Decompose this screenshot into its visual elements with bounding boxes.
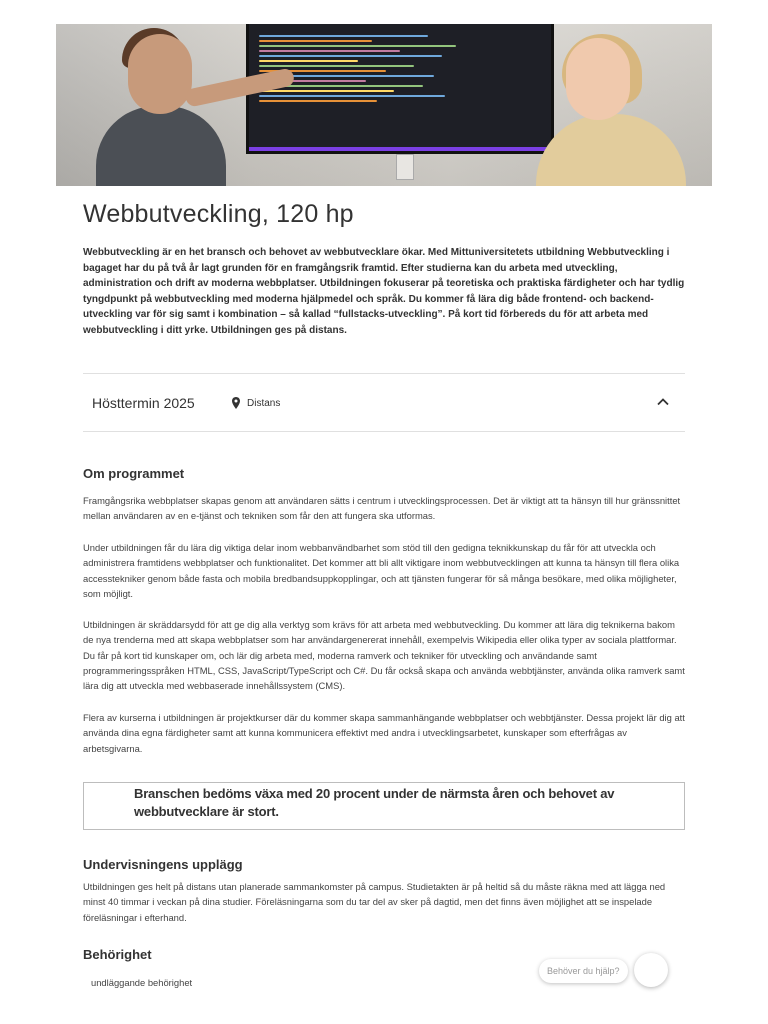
hero-person-man-head	[128, 34, 192, 114]
hero-monitor	[246, 24, 554, 154]
hero-image	[56, 24, 712, 186]
hero-person-woman-head	[566, 38, 630, 120]
about-section	[83, 466, 685, 481]
hero-monitor-stand	[396, 154, 414, 180]
hero-monitor-statusbar	[249, 147, 551, 151]
about-text-4: Flera av kurserna i utbildningen är projektkurser där du kommer skapa sammanhängande webbplatser och webbtjänster. Dessa projekt lär dig att använda dina egna färdigheter samt att kunna kommunicera effektivt med andra i utvecklingsarbetet, kunskaper som efterfrågas av arbetsgivarna.	[83, 712, 685, 754]
about-heading: Om programmet	[83, 466, 185, 481]
term-location-label: Distans	[247, 397, 281, 409]
about-text-3: Utbildningen är skräddarsydd för att ge dig alla verktyg som krävs för att arbeta med webbutveckling. Du kommer att lära dig teknikerna bakom de nya trenderna med att skapa webbplatser som har användargenererat innehåll, exempelvis Wikipedia eller olika typer av sociala plattformar. Du får på kort tid kunskaper om, och lär dig arbeta med, moderna ramverk och tekniker för utveckling och användande samt programmeringsspråken HTML, CSS, JavaScript/TypeScript och C#. Du får också skapa och använda webbtjänster, använda olika ramverk samt lära dig att utveckla med webbaserade innehållssystem (CMS).	[83, 619, 685, 692]
highlight-quote	[83, 782, 685, 830]
about-paragraph-3	[83, 617, 685, 693]
chevron-up-icon[interactable]	[655, 394, 671, 410]
page-title: Webbutveckling, 120 hp	[83, 200, 354, 228]
help-chat-bubble[interactable]: Behöver du hjälp?	[539, 959, 628, 983]
eligibility-item: undläggande behörighet	[91, 977, 193, 988]
term-title: Hösttermin 2025	[92, 395, 195, 411]
about-paragraph-4	[83, 710, 685, 756]
term-location	[231, 397, 280, 409]
quote-text: Branschen bedöms växa med 20 procent under de närmsta åren och behovet av webbutvecklare är stort.	[134, 786, 615, 819]
location-pin-icon	[231, 397, 241, 409]
about-paragraph-1	[83, 493, 685, 524]
teaching-text: Utbildningen ges helt på distans utan planerade sammankomster på campus. Studietakten är på heltid så du måste räkna med att lägga ned minst 40 timmar i veckan på dina studier. Föreläsningarna som du tar del av sker på dagtid, men det finns även möjlighet att se inspelade föreläsningar i efterhand.	[83, 881, 666, 923]
hero-monitor-code	[259, 32, 541, 141]
help-chat-button[interactable]	[634, 953, 668, 987]
teaching-heading: Undervisningens upplägg	[83, 857, 243, 872]
about-text-1: Framgångsrika webbplatser skapas genom att användaren sätts i centrum i utvecklingsprocessen. Det är viktigt att ta hänsyn till hur gränssnittet mellan användaren av en e-tjänst och tekniken som får den att fungera ska utformas.	[83, 495, 681, 522]
eligibility-heading: Behörighet	[83, 947, 152, 962]
about-text-2: Under utbildningen får du lära dig viktiga delar inom webbanvändbarhet som stöd till den gedigna teknikkunskap du får för att utveckla och administrera framtidens webbplatser och funktionalitet. Det kommer att bli allt viktigare inom webbutvecklingen att kunna ta hänsyn till flera olika accesstekniker genom både fasta och mobila bredbandsuppkopplingar, och att tjänsten fungerar för så många besökare, med olika möjligheter, som möjligt.	[83, 542, 680, 599]
teaching-paragraph	[83, 879, 685, 925]
teaching-section	[83, 857, 685, 872]
program-intro: Webbutveckling är en het bransch och behovet av webbutvecklare ökar. Med Mittuniversitetets utbildning Webbutveckling i bagaget har du på två år lagt grunden för en framgångsrik framtid. Efter studierna kan du arbeta med utveckling, administration och drift av moderna webbplatser. Utbildningen fokuserar på teoretiska och praktiska färdigheter och har tydlig tyngdpunkt på webbutveckling med moderna hjälpmedel och språk. Du kommer få lära dig både frontend- och backend-utveckling var för sig samt i kombination – så kallad “fullstacks-utveckling”. På kort tid förbereds du för att arbeta med webbutveckling i ditt yrke. Utbildningen ges på distans.	[83, 247, 685, 336]
term-accordion[interactable]	[83, 373, 685, 432]
about-paragraph-2	[83, 540, 685, 601]
